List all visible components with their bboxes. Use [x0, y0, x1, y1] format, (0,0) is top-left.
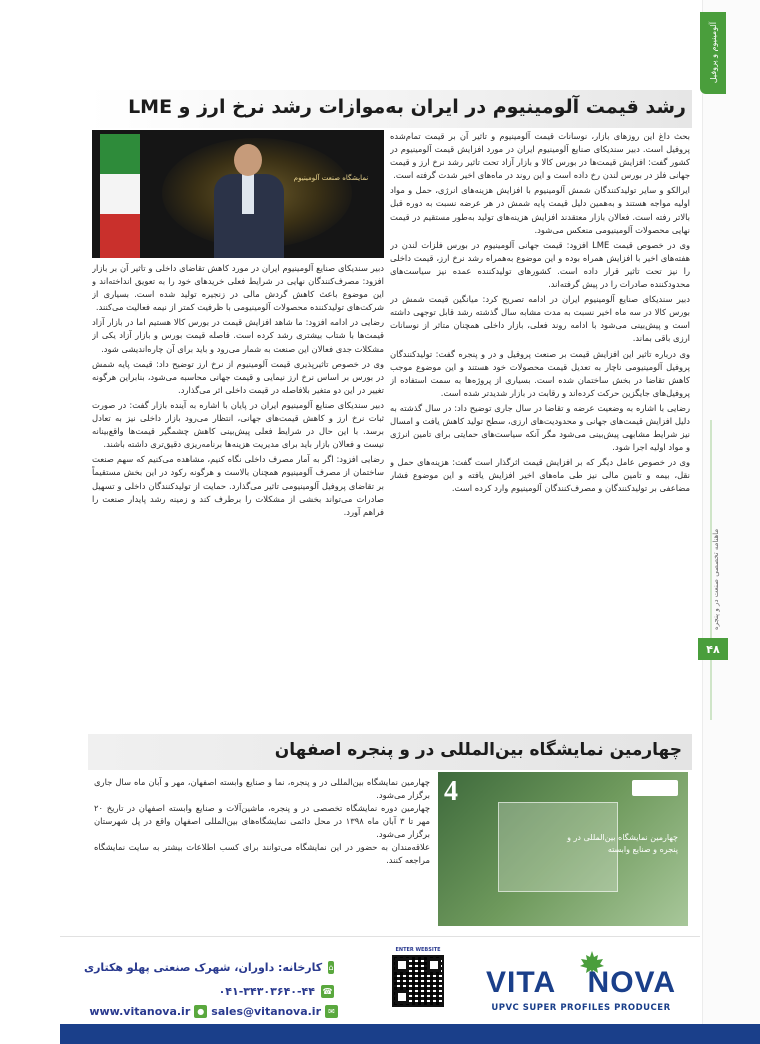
paragraph: بحث داغ این روزهای بازار، نوسانات قیمت آلومینیوم و تاثیر آن بر قیمت تمام‌شده پروفیل است. دبیر سندیکای صنایع آلومینیوم ایران در مورد افزایش قیمت آلومینیوم در کشور گفت: افزایش قیمت‌ها در بورس کالا و بازار آزاد تحت تاثیر رشد نرخ ارز و قیمت جهانی فلز در بورس لندن رخ داده است و این روند در ماه‌های اخیر شدت گرفته است. — [390, 131, 690, 181]
speaker-figure — [210, 144, 288, 258]
paragraph: دبیر سندیکای صنایع آلومینیوم ایران در ادامه تصریح کرد: میانگین قیمت شمش در بورس کالا در سه ماه اخیر نسبت به مدت مشابه سال گذشته رشد قابل توجهی داشته است و پیش‌بینی می‌شود با ادامه روند فعلی، بازار داخلی همچنان متاثر از نوسانات ارزی باقی بماند. — [390, 294, 690, 344]
web-email-row — [82, 1002, 342, 1020]
address-row — [84, 958, 334, 976]
brand-logo — [486, 968, 676, 998]
paragraph: چهارمین دوره نمایشگاه تخصصی در و پنجره، ماشین‌آلات و صنایع وابسته اصفهان در تاریخ ۲۰ مهر تا ۳ آبان ماه ۱۳۹۸ در محل دائمی نمایشگاه‌های بین‌المللی اصفهان واقع در پل شهرستان برگزار می‌شود. — [94, 803, 430, 839]
section-tab — [700, 12, 726, 94]
article2-title: چهارمین نمایشگاه بین‌المللی در و پنجره اصفهان — [274, 740, 682, 760]
paragraph: ایرالکو و سایر تولیدکنندگان شمش آلومینیوم با افزایش هزینه‌های انرژی، حمل و مواد اولیه مواجه هستند و به‌همین دلیل قیمت پایه شمش در هر عرضه نسبت به دوره قبل بالاتر رفته است. فعالان بازار معتقدند افزایش هزینه‌های تولید به‌طور مستقیم در قیمت نهایی محصولات آلومینیومی منعکس می‌شود. — [390, 185, 690, 235]
phone-icon: ☎ — [322, 986, 333, 996]
website-link[interactable]: www.vitanova.ir — [89, 1004, 191, 1018]
paragraph: وی در خصوص قیمت LME افزود: قیمت جهانی آلومینیوم در بورس فلزات لندن در هفته‌های اخیر با افزایش همراه بوده و این موضوع به‌همراه رشد نرخ ارز، قیمت داخلی را نیز تحت تاثیر قرار داده است. کشورهای تولیدکننده عمده نیز سیاست‌های محدودکننده صادرات را در پیش گرفته‌اند. — [390, 239, 690, 290]
paragraph: رضایی افزود: اگر به آمار مصرف داخلی نگاه کنیم، مشاهده می‌کنیم که سهم صنعت ساختمان از مصرف آلومینیوم همچنان بالاست و هرگونه رکود در این بخش مستقیماً بر تقاضای پروفیل آلومینیومی تاثیر می‌گذارد. حمایت از تولیدکنندگان داخلی و تسهیل صادرات می‌تواند بخشی از مشکلات را برطرف کند و زمینه رشد پایدار صنعت را فراهم آورد. — [92, 454, 384, 517]
paragraph: وی درباره تاثیر این افزایش قیمت بر صنعت پروفیل و در و پنجره گفت: تولیدکنندگان پروفیل آلومینیومی ناچار به تعدیل قیمت محصولات خود هستند و این موضوع موجب کاهش تقاضا در بخش ساختمان شده است. بسیاری از پروژه‌ها به سمت استفاده از پروفیل‌های جایگزین حرکت کرده‌اند و رقابت در بازار شدیدتر شده است. — [390, 348, 690, 398]
section-tab-label: آلومینیوم و پروفیل — [708, 22, 718, 84]
footer-bar — [60, 1024, 760, 1044]
paragraph: علاقه‌مندان به حضور در این نمایشگاه می‌توانند برای کسب اطلاعات بیشتر به سایت نمایشگاه مراجعه کنند. — [94, 842, 430, 865]
iran-flag — [100, 134, 140, 258]
article2-body — [94, 776, 430, 926]
photo-sign: نمایشگاه صنعت آلومینیوم — [293, 174, 369, 182]
brand-word-right: NOVA — [587, 966, 676, 999]
location-icon: ⌂ — [328, 962, 334, 972]
brand-word-left: VITA — [486, 966, 557, 999]
article1-right-column — [390, 130, 690, 732]
address-text: کارخانه: داوران، شهرک صنعتی پهلو هکتاری — [84, 960, 323, 974]
phone-text: ۰۴۱-۳۴۳۰۳۶۴۰-۴۴ — [218, 984, 315, 998]
paragraph: دبیر سندیکای صنایع آلومینیوم ایران در مورد کاهش تقاضای داخلی و تاثیر آن بر بازار افزود: مصرف‌کنندگان نهایی در شرایط فعلی خریدهای خود را به تعویق انداخته‌اند و این موضوع باعث کاهش گردش مالی در زنجیره تولید شده است. بسیاری از شرکت‌های تولیدکننده محصولات آلومینیومی با ظرفیت کمتر از نیمه فعالیت می‌کنند. — [92, 263, 384, 313]
exhibition-poster — [438, 772, 688, 926]
footer-divider — [60, 936, 700, 937]
qr-label: ENTER WEBSITE — [395, 947, 441, 953]
paragraph: چهارمین نمایشگاه بین‌المللی در و پنجره، نما و صنایع وابسته اصفهان، مهر و آبان ماه سال جاری برگزار می‌شود. — [94, 777, 430, 800]
page-number: ۴۸ — [698, 638, 728, 660]
poster-text: چهارمین نمایشگاه بین‌المللی در و پنجره و صنایع وابسته — [567, 833, 678, 854]
phone-row — [84, 982, 334, 1000]
poster-logo — [632, 780, 678, 796]
article1-photo — [92, 130, 384, 258]
side-vertical-text: ماهنامه تخصصی صنعت در و پنجره — [712, 528, 720, 630]
article1-left-column — [92, 262, 384, 732]
paragraph: رضایی در ادامه افزود: ما شاهد افزایش قیمت در بورس کالا هستیم اما در بازار آزاد قیمت‌ها با شتاب بیشتری رشد کرده است. فاصله قیمت بورس و بازار آزاد یکی از مشکلات جدی فعالان این صنعت به شمار می‌رود و باید برای آن چاره‌اندیشی شود. — [92, 317, 384, 354]
brand-tagline: UPVC SUPER PROFILES PRODUCER — [491, 1003, 671, 1013]
paragraph: وی در خصوص تاثیرپذیری قیمت آلومینیوم از نرخ ارز توضیح داد: قیمت پایه شمش در بورس بر اساس نرخ ارز نیمایی و قیمت جهانی محاسبه می‌شود، بنابراین هرگونه تغییر در این دو متغیر بلافاصله در قیمت داخلی اثر می‌گذارد. — [92, 358, 384, 395]
article1-title: رشد قیمت آلومینیوم در ایران به‌موازات رشد نرخ ارز و LME — [128, 96, 686, 118]
email-link[interactable]: sales@vitanova.ir — [211, 1004, 321, 1018]
mail-icon: ✉ — [325, 1005, 338, 1018]
paragraph: رضایی با اشاره به وضعیت عرضه و تقاضا در سال جاری توضیح داد: در سال گذشته به دلیل افزایش قیمت‌های جهانی و محدودیت‌های ارزی، سطح تولید کاهش یافت و امسال نیز شرایط مشابهی پیش‌بینی می‌شود مگر آنکه سیاست‌های حمایتی برای تامین انرژی و مواد اولیه اجرا شود. — [390, 402, 690, 453]
paragraph: دبیر سندیکای صنایع آلومینیوم ایران در پایان با اشاره به آینده بازار گفت: در صورت ثبات نرخ ارز و کاهش قیمت‌های جهانی، انتظار می‌رود بازار داخلی نیز به تعادل برسد. با این حال در شرایط فعلی پیش‌بینی کاهش چشمگیر قیمت‌ها واقع‌بینانه نیست و فعالان بازار باید برای مدیریت هزینه‌ها برنامه‌ریزی دقیق‌تری داشته باشند. — [92, 399, 384, 450]
paragraph: وی در خصوص عامل دیگر که بر افزایش قیمت اثرگذار است گفت: هزینه‌های حمل و نقل، بیمه و تامین مالی نیز طی ماه‌های اخیر افزایش یافته و این موضوع فشار مضاعفی بر تولیدکنندگان و مصرف‌کنندگان آلومینیوم وارد کرده است. — [390, 457, 690, 494]
qr-code[interactable] — [392, 955, 444, 1007]
globe-icon: ● — [194, 1005, 207, 1018]
poster-number: 4 — [444, 776, 458, 807]
